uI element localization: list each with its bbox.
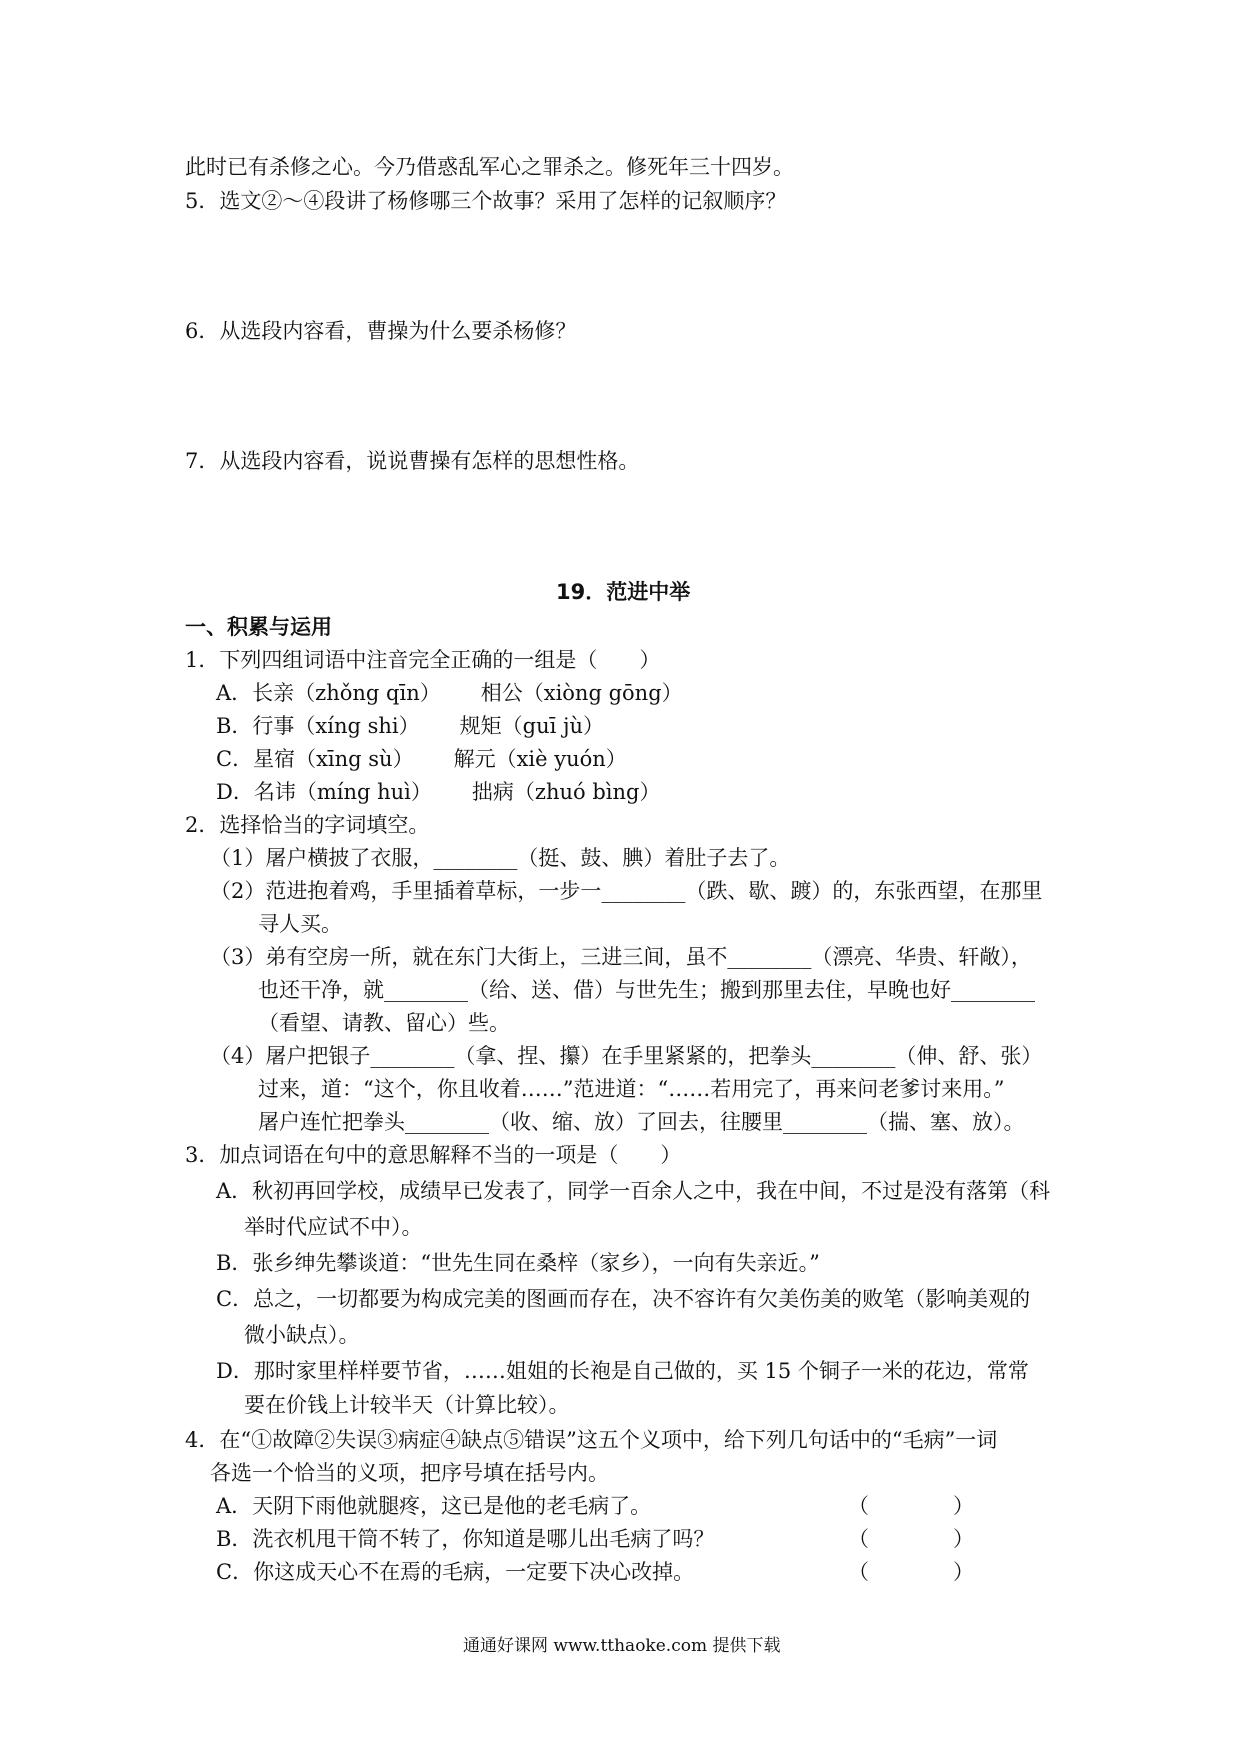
q3-option-line: 要在价钱上计较半天（计算比较）。 — [244, 1393, 570, 1417]
q4-answer-bracket: （ ） — [848, 1527, 974, 1551]
q1-option-c: C．星宿（xīng sù） 解元（xiè yuón） — [216, 747, 627, 771]
q1-option-b: B．行事（xíng shi） 规矩（guī jù） — [216, 714, 605, 738]
q2-stem: 2．选择恰当的字词填空。 — [185, 813, 430, 837]
q2-line: 过来，道：“这个，你且收着……”范进道：“……若用完了，再来问老爹讨来用。” — [258, 1077, 1005, 1101]
lesson-title: 19．范进中举 — [556, 580, 691, 604]
q4-item-b: B．洗衣机甩干筒不转了，你知道是哪儿出毛病了吗？ — [216, 1527, 715, 1551]
q2-line: （2）范进抱着鸡，手里插着草标，一步一________（跌、歇、踱）的，东张西望，在那里 — [210, 879, 1043, 903]
q4-stem: 4．在“①故障②失误③病症④缺点⑤错误”这五个义项中，给下列几句话中的“毛病”一词 — [185, 1428, 998, 1452]
q3-option-line: C．总之，一切都要为构成完美的图画而存在，决不容许有欠美伤美的败笔（影响美观的 — [216, 1287, 1031, 1311]
question-7: 7．从选段内容看，说说曹操有怎样的思想性格。 — [185, 449, 640, 473]
q2-line: （1）屠户横披了衣服，________（挺、鼓、腆）着肚子去了。 — [210, 846, 791, 870]
question-6: 6．从选段内容看，曹操为什么要杀杨修？ — [185, 319, 577, 343]
q4-answer-bracket: （ ） — [848, 1560, 974, 1584]
q2-line: （3）弟有空房一所，就在东门大街上，三进三间，虽不________（漂亮、华贵、轩敞）， — [210, 945, 1032, 969]
q3-option-line: B．张乡绅先攀谈道：“世先生同在桑梓（家乡），一向有失亲近。” — [216, 1251, 820, 1275]
page-footer: 通通好课网 www.tthaoke.com 提供下载 — [463, 1636, 781, 1656]
q4-item-a: A．天阴下雨他就腿疼，这已是他的老毛病了。 — [216, 1494, 652, 1518]
q4-answer-bracket: （ ） — [848, 1494, 974, 1518]
section-heading: 一、积累与运用 — [185, 615, 332, 639]
q1-stem: 1．下列四组词语中注音完全正确的一组是（ ） — [185, 648, 661, 672]
q2-line: （看望、请教、留心）些。 — [258, 1011, 510, 1035]
q2-line: 屠户连忙把拳头________（收、缩、放）了回去，往腰里________（揣、塞、放）。 — [258, 1110, 1025, 1134]
q1-option-d: D．名讳（míng huì） 拙病（zhuó bìng） — [216, 780, 661, 804]
q3-stem: 3．加点词语在句中的意思解释不当的一项是（ ） — [185, 1143, 682, 1167]
q1-option-a: A．长亲（zhǒng qīn） 相公（xiòng gōng） — [216, 681, 683, 705]
q2-line: （4）屠户把银子________（拿、捏、攥）在手里紧紧的，把拳头________（伸、舒、张） — [210, 1044, 1043, 1068]
q3-option-line: D．那时家里样样要节省，……姐姐的长袍是自己做的，买 15 个铜子一米的花边，常常 — [216, 1359, 1029, 1383]
q3-option-line: 微小缺点）。 — [244, 1323, 360, 1347]
q2-line: 也还干净，就________（给、送、借）与世先生；搬到那里去住，早晚也好________ — [258, 978, 1035, 1002]
q3-option-line: 举时代应试不中）。 — [244, 1215, 423, 1239]
q4-stem: 各选一个恰当的义项，把序号填在括号内。 — [210, 1461, 609, 1485]
question-5: 5．选文②～④段讲了杨修哪三个故事？采用了怎样的记叙顺序？ — [185, 189, 787, 213]
q4-item-c: C．你这成天心不在焉的毛病，一定要下决心改掉。 — [216, 1560, 695, 1584]
prev-passage-tail: 此时已有杀修之心。今乃借惑乱军心之罪杀之。修死年三十四岁。 — [185, 155, 794, 179]
q3-option-line: A．秋初再回学校，成绩早已发表了，同学一百余人之中，我在中间，不过是没有落第（科 — [216, 1179, 1051, 1203]
q2-line: 寻人买。 — [258, 912, 342, 936]
